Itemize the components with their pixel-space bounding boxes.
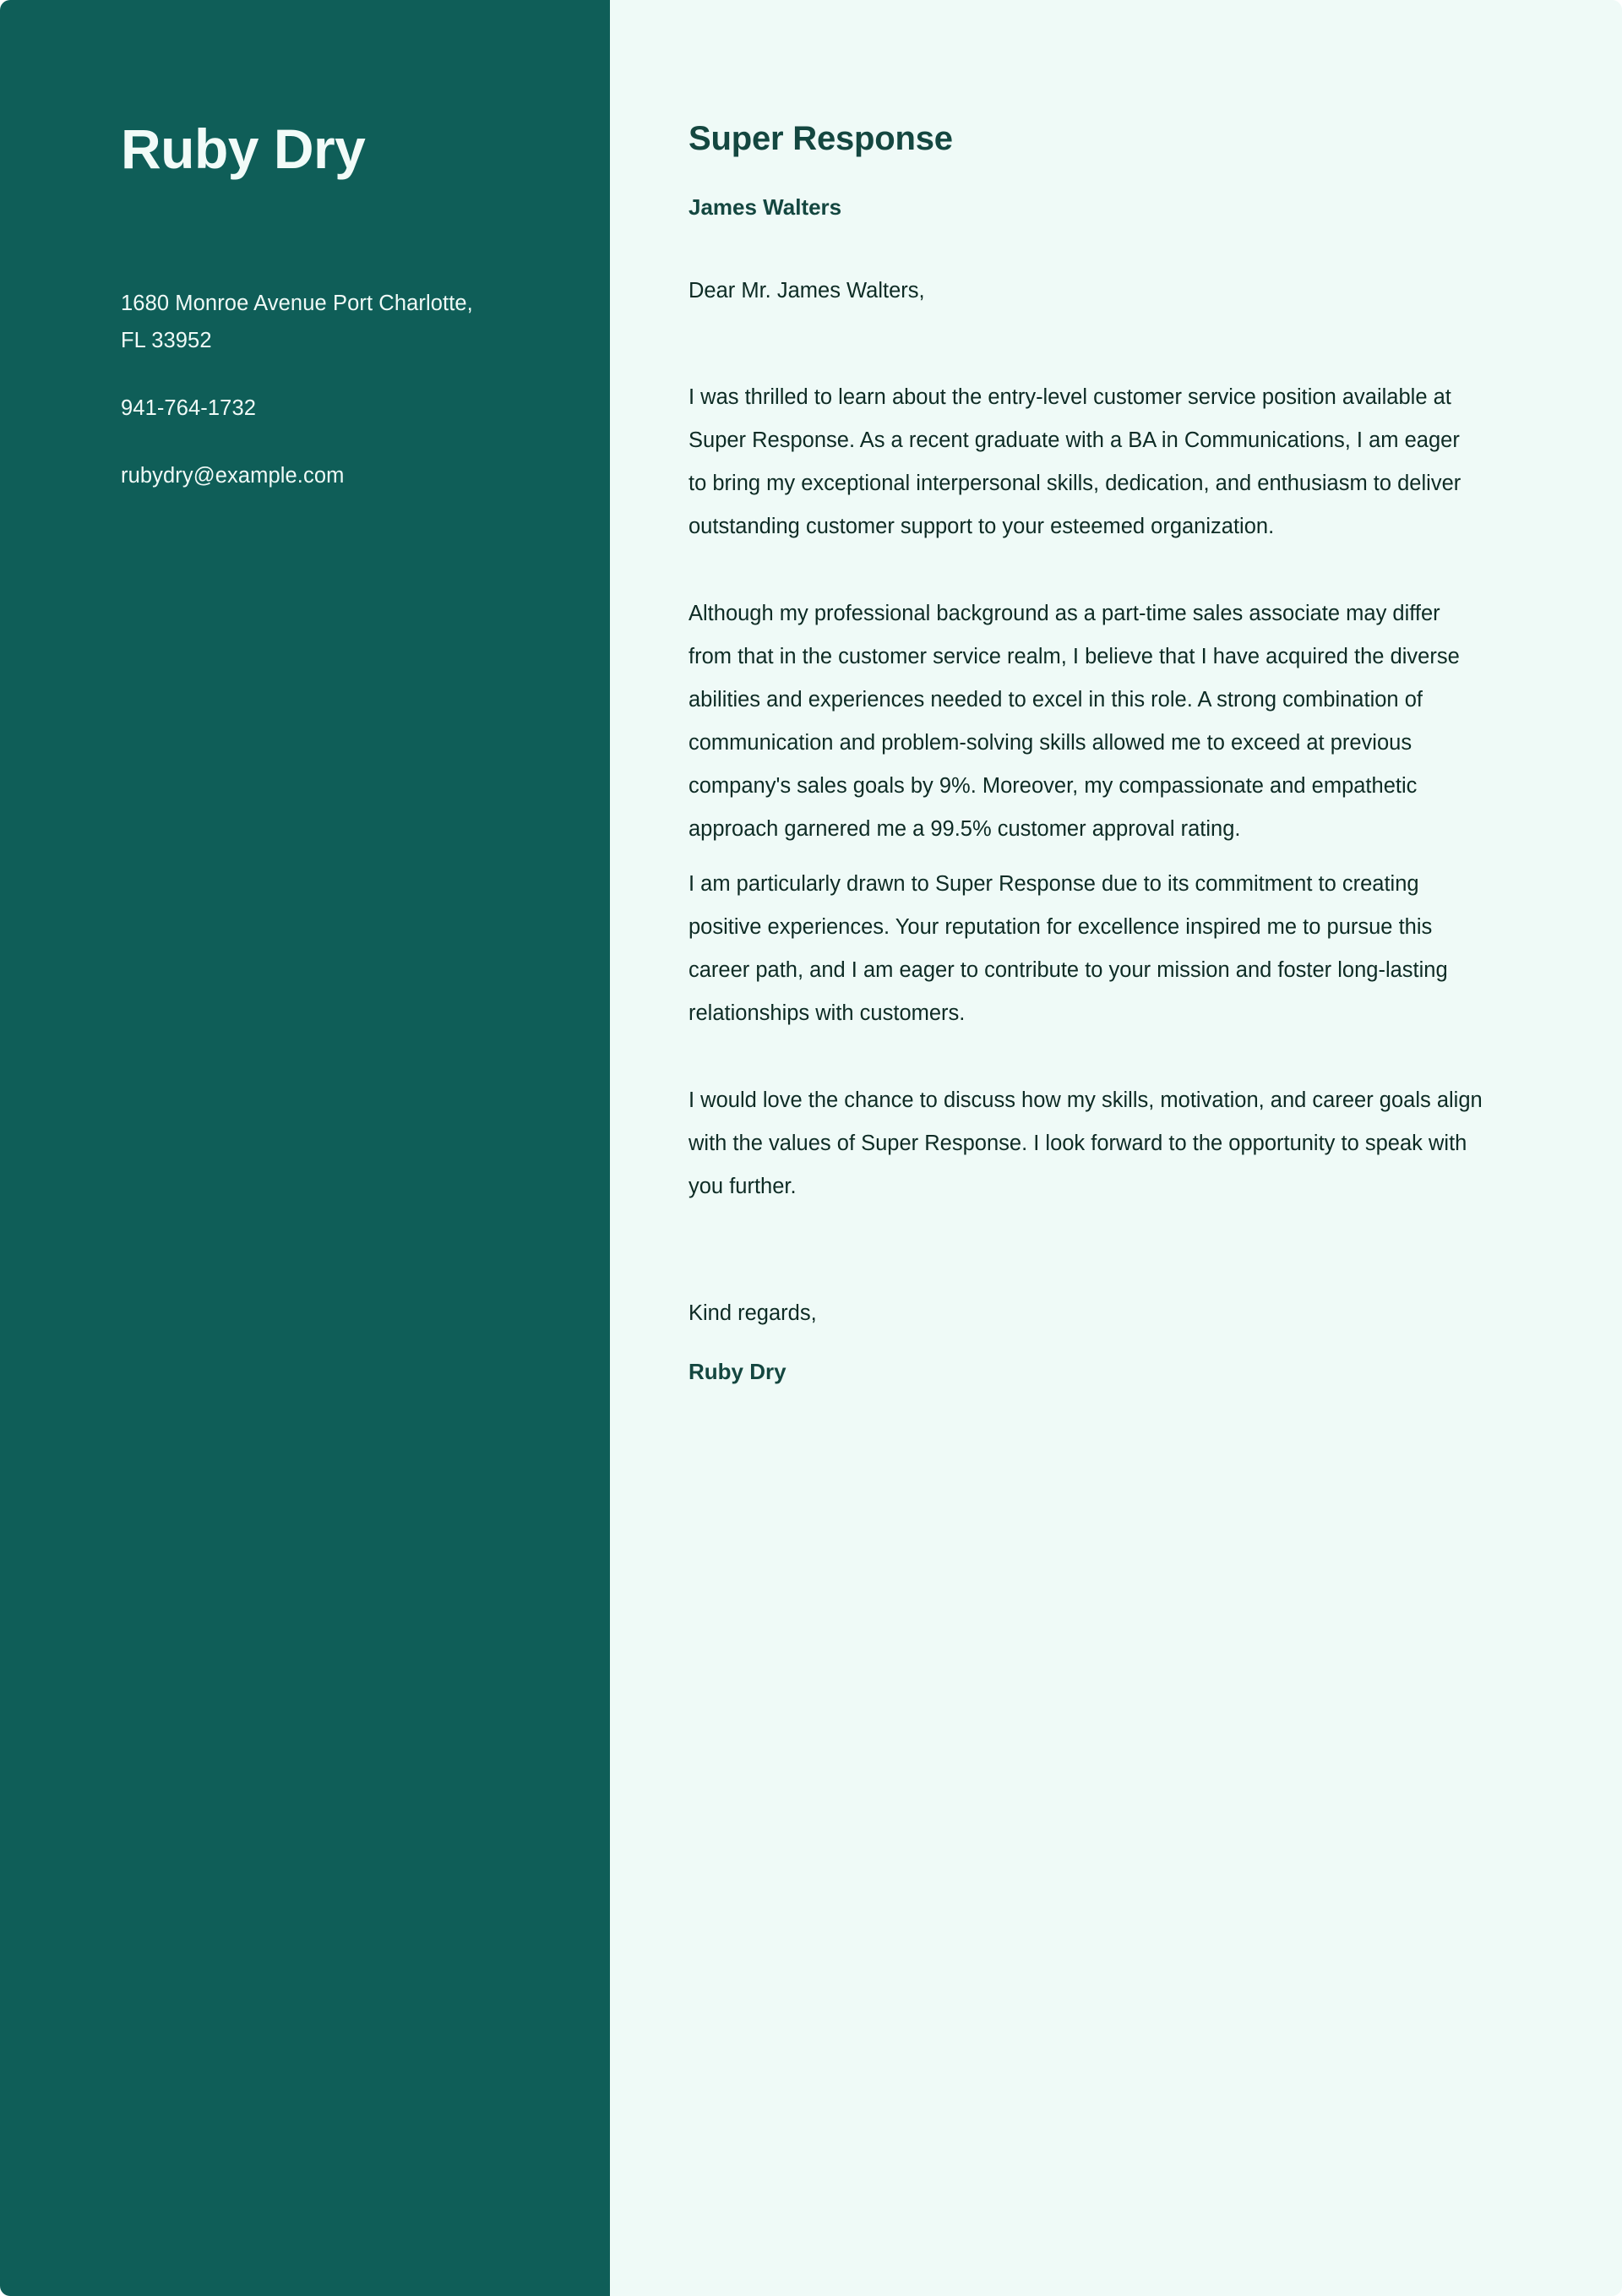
- recipient-name-heading: James Walters: [689, 194, 842, 220]
- spacer: [689, 1331, 1483, 1356]
- contact-address-line-1: 1680 Monroe Avenue Port Charlotte,: [121, 291, 473, 315]
- letter-paragraph-4: I would love the chance to discuss how my skills, motivation, and career goals align with the values of Super Response. I look forward to the opportunity to speak with you further.: [689, 1088, 1483, 1198]
- letter-body: [610, 0, 1622, 2296]
- letter-paragraph-3: I am particularly drawn to Super Response due to its commitment to creating positive experiences. Your reputation for excellence inspired me to pursue this career path, and I am eager to contribute to your mission and foster long-lasting relationships with customers.: [689, 871, 1448, 1025]
- spacer: [689, 1208, 1483, 1296]
- spacer: [121, 318, 551, 326]
- signature-name: Ruby Dry: [689, 1358, 787, 1384]
- sidebar-content: [0, 0, 610, 491]
- contact-email[interactable]: rubydry@example.com: [121, 464, 345, 488]
- sidebar: [0, 0, 610, 2296]
- spacer: [689, 548, 1483, 592]
- company-name-heading: Super Response: [689, 120, 953, 157]
- spacer: [689, 308, 1483, 376]
- contact-address-line-2: FL 33952: [121, 329, 212, 353]
- spacer: [121, 355, 551, 394]
- spacer: [689, 1035, 1483, 1079]
- salutation: Dear Mr. James Walters,: [689, 279, 925, 303]
- contact-block: [121, 289, 551, 491]
- closing-salutation: Kind regards,: [689, 1301, 817, 1325]
- contact-phone[interactable]: 941-764-1732: [121, 396, 257, 421]
- letter-paragraph-2: Although my professional background as a part-time sales associate may differ from that in the customer service realm, I believe that I have acquired the diverse abilities and experiences needed to excel in this role. A strong combination of communication and problem-solving skills allowed me to exceed at previous company's sales goals by 9%. Moreover, my compassionate and empathetic approach garnered me a 99.5% customer approval rating.: [689, 601, 1460, 841]
- spacer: [121, 423, 551, 461]
- spacer: [689, 851, 1483, 863]
- letter-paragraph-1: I was thrilled to learn about the entry-level customer service position available at Super Response. As a recent graduate with a BA in Communications, I am eager to bring my exceptional interpersonal skills, dedication, and enthusiasm to deliver outstanding customer support to your esteemed organization.: [689, 384, 1461, 538]
- candidate-name: Ruby Dry: [121, 117, 366, 180]
